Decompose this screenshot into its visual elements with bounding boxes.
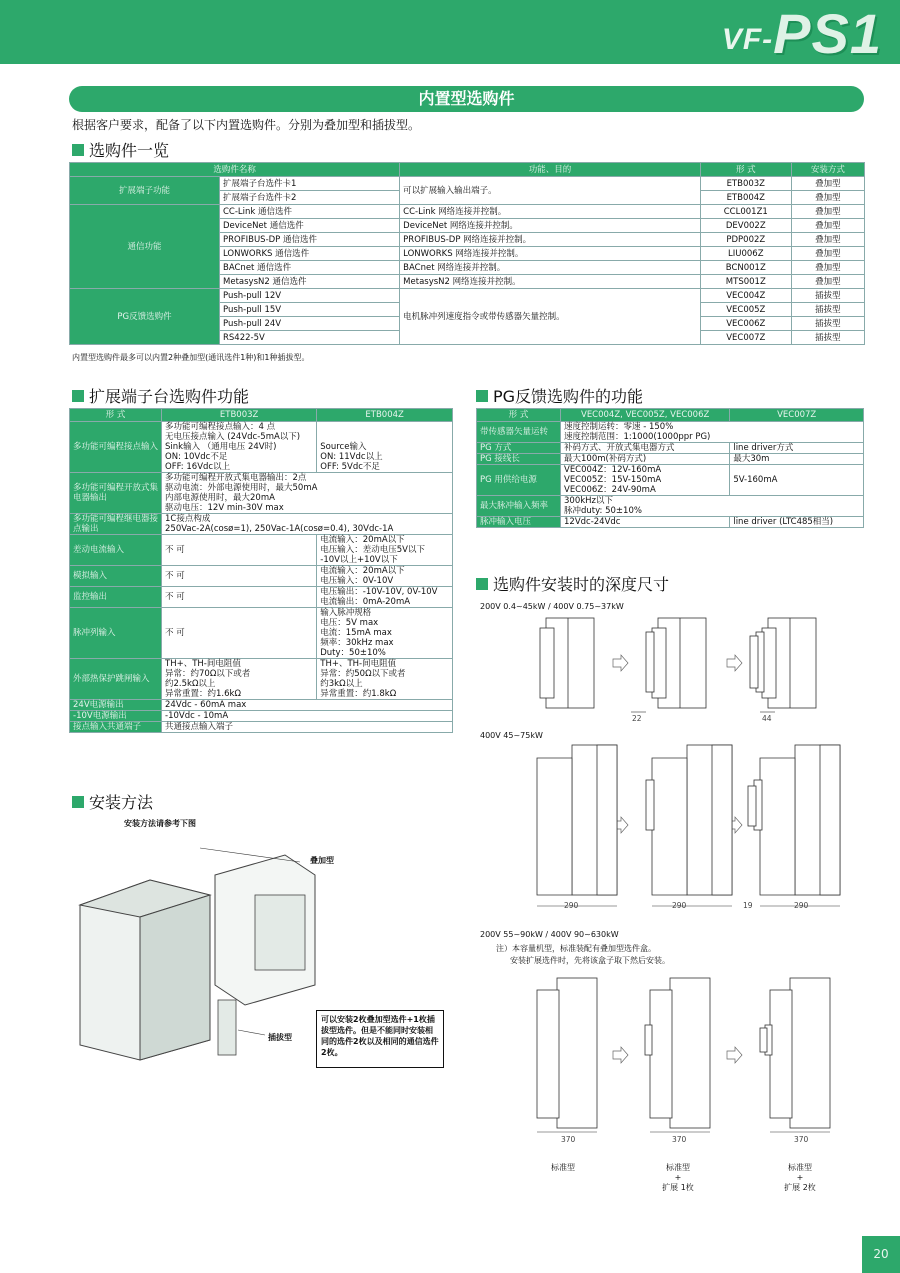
option-name: 扩展端子台选件卡1 (220, 177, 400, 191)
option-mount: 叠加型 (791, 191, 864, 205)
inverter-side (140, 895, 210, 1060)
option-card (750, 636, 758, 688)
row-value-b: line driver (LTC485相当) (730, 517, 864, 528)
option-name: DeviceNet 通信选件 (220, 219, 400, 233)
section-heading-depth: 选购件安装时的深度尺寸 (476, 572, 669, 595)
brand-logo: VF- PS1 (721, 2, 882, 65)
front-cover (652, 758, 687, 895)
row-key: 模拟输入 (70, 566, 162, 587)
option-name: Push-pull 24V (220, 317, 400, 331)
row-value: 24Vdc - 60mA max (162, 700, 453, 711)
option-function: 电机脉冲列速度指令或带传感器矢量控制。 (400, 289, 701, 345)
heatsink (712, 745, 732, 895)
intro-text: 根据客户要求，配备了以下内置选购件。分别为叠加型和插拔型。 (72, 118, 421, 132)
depth-row1-label: 200V 0.4~45kW / 400V 0.75~37kW (480, 602, 624, 611)
option-mount: 叠加型 (791, 177, 864, 191)
row-value-b: 电压输出：-10V-10V, 0V-10V 电流输出：0mA-20mA (317, 587, 453, 608)
bullet-square-icon (72, 796, 84, 808)
row-value-b: 电流输入：20mA以下 电压输入：0V-10V (317, 566, 453, 587)
install-sub: 安装方法请参考下图 (124, 819, 196, 828)
row-key: 最大脉冲输入频率 (477, 496, 561, 517)
row-key: 脉冲列输入 (70, 608, 162, 659)
row-value-b: Source输入 ON: 11Vdc以上 OFF: 5Vdc不足 (317, 422, 453, 473)
section-heading-install: 安装方法 (72, 790, 153, 813)
col-header: VEC004Z, VEC005Z, VEC006Z (561, 409, 730, 422)
option-function: MetasysN2 网络连接并控制。 (400, 275, 701, 289)
option-mount: 叠加型 (791, 205, 864, 219)
row-key: 接点输入共通端子 (70, 722, 162, 733)
row-value-b: 电流输入：20mA以下 电压输入：差动电压5V以下 -10V以上+10V以下 (317, 535, 453, 566)
option-card (646, 632, 654, 692)
arrow-icon (727, 655, 742, 671)
row-key: PG 接线长 (477, 454, 561, 465)
front-cover (537, 990, 559, 1118)
row-key: 多功能可编程开放式集电器输出 (70, 473, 162, 514)
plugin-option-illustration (218, 1000, 236, 1055)
row-value-a: 12Vdc-24Vdc (561, 517, 730, 528)
heatsink (597, 745, 617, 895)
row-key: 脉冲输入电压 (477, 517, 561, 528)
front-cover (650, 990, 672, 1118)
option-panel (255, 895, 305, 970)
option-function: 可以扩展输入输出端子。 (400, 177, 701, 205)
group-name: 扩展端子功能 (70, 177, 220, 205)
row-value-a: 不 可 (162, 535, 317, 566)
option-mount: 叠加型 (791, 275, 864, 289)
row-key: PG 方式 (477, 443, 561, 454)
option-card (748, 786, 756, 826)
section-heading-pg: PG反馈选购件的功能 (476, 384, 643, 407)
arrow-icon (727, 1047, 742, 1063)
row-key: PG 用供给电源 (477, 465, 561, 496)
option-name: PROFIBUS-DP 通信选件 (220, 233, 400, 247)
option-function: BACnet 网络连接并控制。 (400, 261, 701, 275)
dim-label: 290 (794, 901, 809, 910)
front-cover (760, 758, 795, 895)
heatsink (820, 745, 840, 895)
col-header: 形 式 (700, 163, 791, 177)
row-key: 24V电源输出 (70, 700, 162, 711)
row-key: 外部热保护跳闸输入 (70, 659, 162, 700)
front-cover (540, 628, 554, 698)
option-mount: 叠加型 (791, 219, 864, 233)
option-model: VEC006Z (700, 317, 791, 331)
option-model: VEC005Z (700, 303, 791, 317)
row-value-b: line driver方式 (730, 443, 864, 454)
option-model: LIU006Z (700, 247, 791, 261)
option-name: RS422-5V (220, 331, 400, 345)
group-name: 通信功能 (70, 205, 220, 289)
row-value-a: 不 可 (162, 566, 317, 587)
inverter-body (670, 978, 710, 1128)
list-note: 内置型选购件最多可以内置2种叠加型(通讯选件1种)和1种插拔型。 (72, 353, 310, 362)
row-key: 差动电流输入 (70, 535, 162, 566)
row-value-a: VEC004Z：12V-160mA VEC005Z：15V-150mA VEC006Z：24V-90mA (561, 465, 730, 496)
row-key: 带传感器矢量运转 (477, 422, 561, 443)
row-value-b: 输入脉冲规格 电压：5V max 电流：15mA max 频率：30kHz max Duty：50±10% (317, 608, 453, 659)
caption-ext1: 标准型 + 扩展 1枚 (662, 1163, 694, 1192)
option-function: DeviceNet 网络连接并控制。 (400, 219, 701, 233)
col-header: ETB003Z (162, 409, 317, 422)
row-key: 监控输出 (70, 587, 162, 608)
inverter-body (557, 978, 597, 1128)
dim-label: 290 (672, 901, 687, 910)
col-header: VEC007Z (730, 409, 864, 422)
dim-label: 19 (743, 901, 753, 910)
row-value-b: TH+、TH-间电阻值 异常：约50Ω以下或者 约3kΩ以上 异常重置：约1.8kΩ (317, 659, 453, 700)
col-header: 选购件名称 (70, 163, 400, 177)
option-function: CC-Link 网络连接并控制。 (400, 205, 701, 219)
option-model: VEC004Z (700, 289, 791, 303)
col-header: 形 式 (477, 409, 561, 422)
option-name: BACnet 通信选件 (220, 261, 400, 275)
option-mount: 叠加型 (791, 261, 864, 275)
front-cover (770, 990, 792, 1118)
label-plugin: 插拔型 (268, 1033, 292, 1042)
dim-label: 290 (564, 901, 579, 910)
option-mount: 叠加型 (791, 247, 864, 261)
depth-row3-note2: 安装扩展选件时，先将该盒子取下然后安装。 (510, 956, 670, 965)
option-mount: 插拔型 (791, 289, 864, 303)
leader-line (238, 1030, 265, 1035)
option-function: PROFIBUS-DP 网络连接并控制。 (400, 233, 701, 247)
row-value-a: 补码方式、开放式集电器方式 (561, 443, 730, 454)
col-header: ETB004Z (317, 409, 453, 422)
option-model: PDP002Z (700, 233, 791, 247)
inverter-body (790, 978, 830, 1128)
depth-row3-note1: 注）本容量机型，标准装配有叠加型选件盒。 (496, 944, 656, 953)
caption-standard: 标准型 (551, 1163, 575, 1172)
option-model: MTS001Z (700, 275, 791, 289)
row-key: -10V电源输出 (70, 711, 162, 722)
page-title: 内置型选购件 (69, 86, 864, 112)
option-name: CC-Link 通信选件 (220, 205, 400, 219)
row-value-b: 最大30m (730, 454, 864, 465)
row-value-a: 多功能可编程接点输入：4 点 无电压接点输入 (24Vdc-5mA以下) Sink输入 （通用电压 24V时) ON: 10Vdc不足 OFF: 16Vdc以上 (162, 422, 317, 473)
row-key: 多功能可编程接点输入 (70, 422, 162, 473)
option-mount: 叠加型 (791, 233, 864, 247)
dim-label: 370 (561, 1135, 576, 1144)
group-name: PG反馈选购件 (70, 289, 220, 345)
option-card (760, 1028, 767, 1052)
option-name: 扩展端子台选件卡2 (220, 191, 400, 205)
depth-row2-label: 400V 45~75kW (480, 731, 543, 740)
install-note-box: 可以安装2枚叠加型选件+1枚插拔型选件。但是不能同时安装相同的选件2枚以及相同的通信选件2枚。 (316, 1010, 444, 1068)
caption-ext2: 标准型 + 扩展 2枚 (784, 1163, 816, 1192)
option-model: DEV002Z (700, 219, 791, 233)
row-value-b: 5V-160mA (730, 465, 864, 496)
option-name: LONWORKS 通信选件 (220, 247, 400, 261)
option-card (645, 1025, 652, 1055)
row-value: 速度控制运转：零速 - 150% 速度控制范围：1:1000(1000ppr PG) (561, 422, 864, 443)
depth-row3-label: 200V 55~90kW / 400V 90~630kW (480, 930, 619, 939)
row-value-a: TH+、TH-间电阻值 异常：约70Ω以下或者 约2.5kΩ以上 异常重置：约1.6kΩ (162, 659, 317, 700)
dim-label: 22 (632, 714, 642, 723)
row-value-a: 不 可 (162, 608, 317, 659)
row-value: 1C接点构成 250Vac-2A(cosø=1), 250Vac-1A(cosø=0.4), 30Vdc-1A (162, 514, 453, 535)
col-header: 形 式 (70, 409, 162, 422)
row-key: 多功能可编程继电器接点输出 (70, 514, 162, 535)
option-name: Push-pull 12V (220, 289, 400, 303)
section-heading-etb: 扩展端子台选购件功能 (72, 384, 249, 407)
col-header: 功能、目的 (400, 163, 701, 177)
col-header: 安装方式 (791, 163, 864, 177)
dim-label: 44 (762, 714, 772, 723)
row-value: 多功能可编程开放式集电器输出：2点 驱动电流：外部电源使用时，最大50mA 内部电源使用时，最大20mA 驱动电压：12V min-30V max (162, 473, 453, 514)
page-number: 20 (862, 1236, 900, 1273)
row-value-a: 不 可 (162, 587, 317, 608)
option-model: VEC007Z (700, 331, 791, 345)
option-name: Push-pull 15V (220, 303, 400, 317)
arrow-icon (613, 1047, 628, 1063)
label-stacked: 叠加型 (310, 856, 334, 865)
option-name: MetasysN2 通信选件 (220, 275, 400, 289)
option-card (646, 780, 654, 830)
front-cover (537, 758, 572, 895)
option-model: CCL001Z1 (700, 205, 791, 219)
option-mount: 插拔型 (791, 317, 864, 331)
option-model: BCN001Z (700, 261, 791, 275)
row-value-a: 最大100m(补码方式) (561, 454, 730, 465)
option-mount: 插拔型 (791, 331, 864, 345)
dim-label: 370 (672, 1135, 687, 1144)
option-model: ETB003Z (700, 177, 791, 191)
dim-label: 370 (794, 1135, 809, 1144)
arrow-icon (613, 655, 628, 671)
row-value: 300kHz以下 脉冲duty: 50±10% (561, 496, 864, 517)
option-mount: 插拔型 (791, 303, 864, 317)
option-model: ETB004Z (700, 191, 791, 205)
option-function: LONWORKS 网络连接并控制。 (400, 247, 701, 261)
row-value: -10Vdc - 10mA (162, 711, 453, 722)
row-value: 共通接点输入端子 (162, 722, 453, 733)
section-heading-list: 选购件一览 (72, 138, 169, 161)
